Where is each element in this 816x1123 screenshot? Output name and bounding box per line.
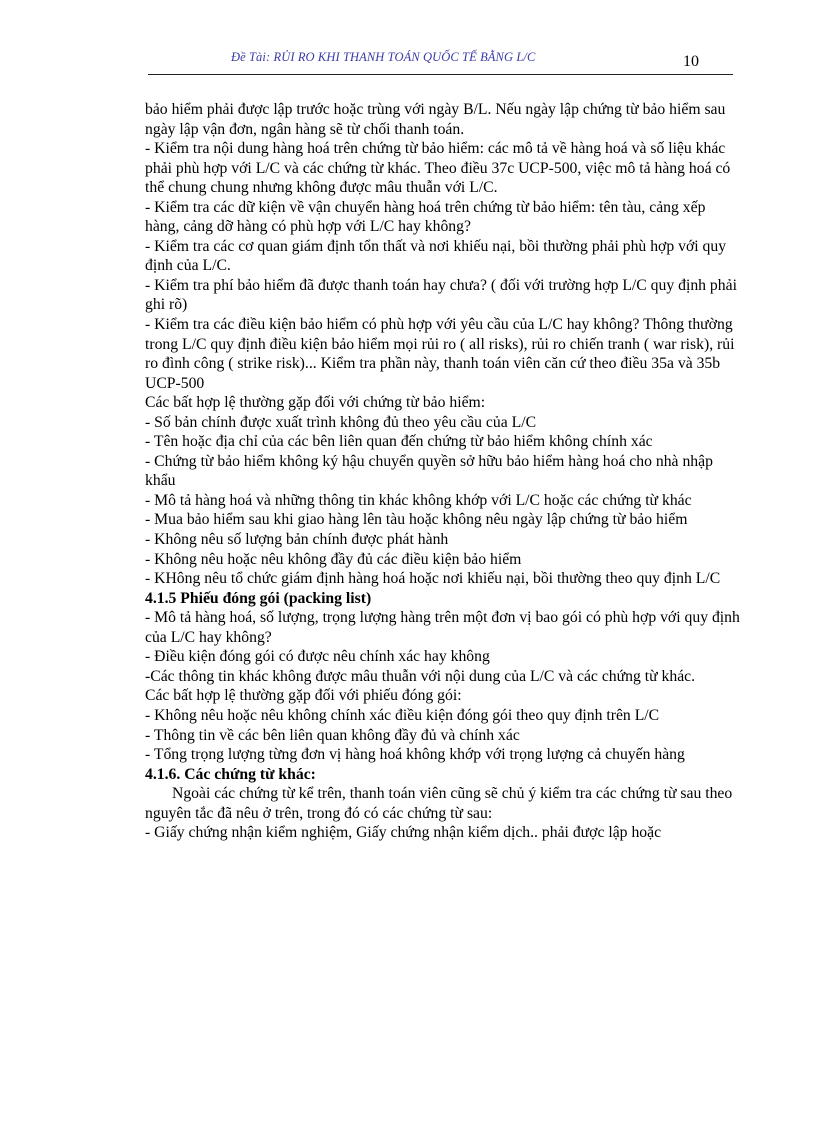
paragraph: - Thông tin về các bên liên quan không đầy đủ và chính xác	[145, 726, 520, 744]
document-body	[145, 100, 740, 843]
paragraph: Ngoài các chứng từ kể trên, thanh toán viên cũng sẽ chủ ý kiểm tra các chứng từ sau theo nguyên tắc đã nêu ở trên, trong đó có các chứng từ sau:	[145, 785, 733, 822]
paragraph: - Điều kiện đóng gói có được nêu chính xác hay không	[145, 648, 490, 666]
paragraph: bảo hiểm phải được lập trước hoặc trùng với ngày B/L. Nếu ngày lập chứng từ bảo hiểm sau ngày lập vận đơn, ngân hàng sẽ từ chối thanh toán.	[145, 101, 726, 138]
paragraph: - Mô tả hàng hoá, số lượng, trọng lượng hàng trên một đơn vị bao gói có phù hợp với quy định của L/C hay không?	[145, 609, 740, 646]
paragraph: Các bất hợp lệ thường gặp đối với chứng từ bảo hiểm:	[145, 394, 486, 412]
paragraph: - Kiểm tra phí bảo hiểm đã được thanh toán hay chưa? ( đối với trường hợp L/C quy định phải ghi rõ)	[145, 276, 737, 314]
paragraph: Các bất hợp lệ thường gặp đối với phiếu đóng gói:	[145, 687, 462, 705]
paragraph: - Kiểm tra các điều kiện bảo hiểm có phù hợp với yêu cầu của L/C hay không? Thông thường trong L/C quy định điều kiện bảo hiểm mọi rủi ro ( all risks), rủi ro chiến tranh ( war risk), rủi ro đình công ( strike risk)... Kiểm tra phần này, thanh toán viên căn cứ theo điều 35a và 35b UCP-500	[145, 316, 735, 392]
section-heading: 4.1.5 Phiếu đóng gói (packing list)	[145, 589, 372, 607]
page-number: 10	[683, 53, 699, 70]
paragraph: - Chứng từ bảo hiểm không ký hậu chuyển quyền sở hữu bảo hiểm hàng hoá cho nhà nhập khẩu	[145, 452, 713, 490]
header-title: Đề Tài: RỦI RO KHI THANH TOÁN QUỐC TẾ BẰNG L/C	[231, 50, 536, 64]
paragraph: - Giấy chứng nhận kiểm nghiệm, Giấy chứng nhận kiểm dịch.. phải được lập hoặc	[145, 824, 662, 842]
paragraph: - Không nêu hoặc nêu không đầy đủ các điều kiện bảo hiểm	[145, 550, 522, 568]
paragraph: -Các thông tin khác không được mâu thuẫn với nội dung của L/C và các chứng từ khác.	[145, 667, 696, 685]
paragraph: - Mô tả hàng hoá và những thông tin khác không khớp với L/C hoặc các chứng từ khác	[145, 491, 692, 509]
paragraph: - Kiểm tra các dữ kiện về vận chuyển hàng hoá trên chứng từ bảo hiểm: tên tàu, cảng xếp hàng, cảng dỡ hàng có phù hợp với L/C hay không?	[145, 198, 706, 236]
paragraph: - KHông nêu tổ chức giám định hàng hoá hoặc nơi khiếu nại, bồi thường theo quy định L/C	[145, 570, 721, 588]
page-header	[145, 50, 735, 72]
paragraph: - Số bản chính được xuất trình không đủ theo yêu cầu của L/C	[145, 413, 537, 431]
paragraph: - Kiểm tra nội dung hàng hoá trên chứng từ bảo hiểm: các mô tả về hàng hoá và số liệu khác phải phù hợp với L/C và các chứng từ khác. Theo điều 37c UCP-500, việc mô tả hàng hoá có thể chung chung nhưng không được mâu thuẫn với L/C.	[145, 140, 731, 197]
paragraph: - Không nêu hoặc nêu không chính xác điều kiện đóng gói theo quy định trên L/C	[145, 706, 660, 724]
paragraph: - Mua bảo hiểm sau khi giao hàng lên tàu hoặc không nêu ngày lập chứng từ bảo hiểm	[145, 511, 688, 529]
paragraph: - Tổng trọng lượng từng đơn vị hàng hoá không khớp với trọng lượng cả chuyến hàng	[145, 746, 685, 764]
header-rule	[148, 74, 733, 75]
paragraph: - Không nêu số lượng bản chính được phát hành	[145, 531, 449, 549]
paragraph: - Tên hoặc địa chỉ của các bên liên quan đến chứng từ bảo hiểm không chính xác	[145, 433, 653, 451]
section-heading: 4.1.6. Các chứng từ khác:	[145, 765, 316, 783]
paragraph: - Kiểm tra các cơ quan giám định tổn thất và nơi khiếu nại, bồi thường phải phù hợp với quy định của L/C.	[145, 237, 727, 275]
